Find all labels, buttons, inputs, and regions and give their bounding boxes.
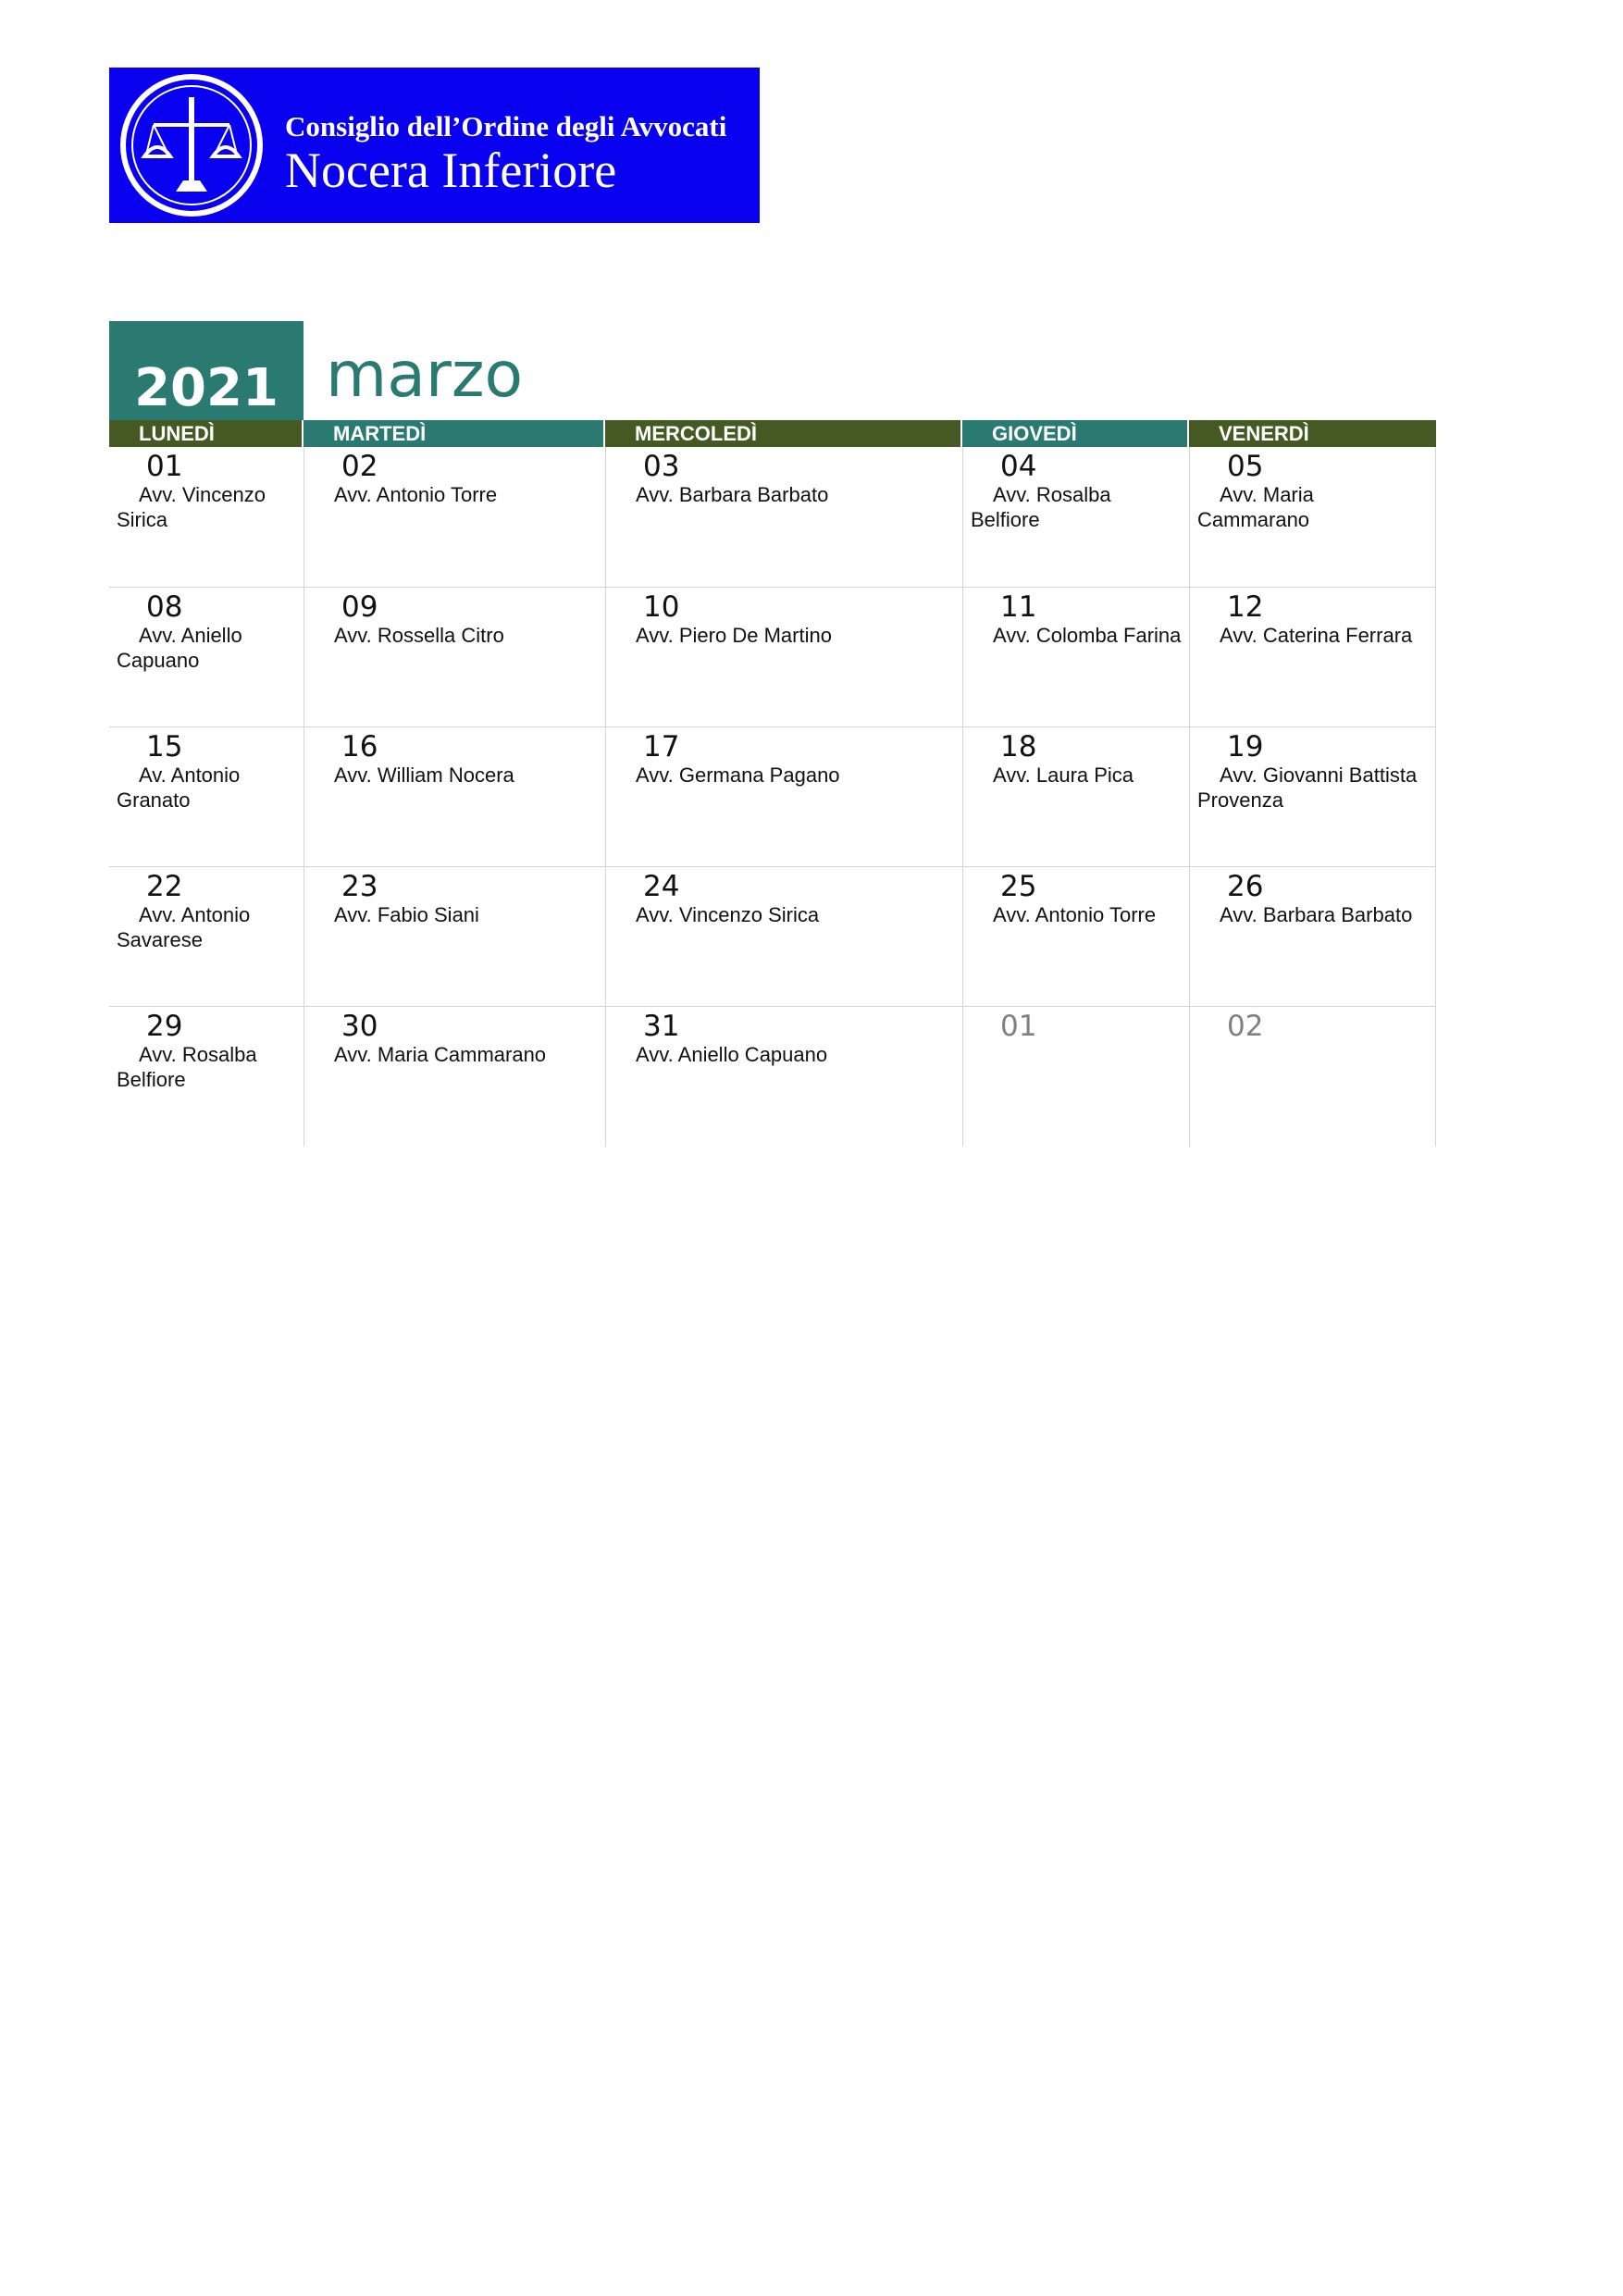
day-cell — [1189, 588, 1436, 727]
day-number: 29 — [146, 1010, 183, 1043]
day-number: 31 — [643, 1010, 680, 1043]
day-assignee: Avv. Piero De Martino — [636, 624, 832, 647]
day-number: 15 — [146, 730, 183, 763]
day-cell — [605, 588, 960, 727]
day-number: 01 — [1000, 1010, 1037, 1043]
calendar-week — [109, 866, 1436, 1007]
day-number: 23 — [341, 870, 378, 903]
day-assignee: Avv. Barbara Barbato — [1220, 903, 1413, 926]
day-number: 04 — [1000, 450, 1037, 483]
day-assignee: Avv. Giovanni Battista Provenza — [1197, 763, 1418, 812]
day-number: 03 — [643, 450, 680, 483]
weekday-header: MERCOLEDÌ — [605, 420, 960, 447]
day-cell — [109, 447, 302, 587]
day-number: 11 — [1000, 590, 1037, 624]
calendar-month: marzo — [326, 339, 524, 412]
calendar-week — [109, 726, 1436, 867]
day-assignee: Avv. Rosalba Belfiore — [971, 483, 1111, 531]
day-number: 12 — [1227, 590, 1264, 624]
day-assignee: Avv. Antonio Torre — [334, 483, 498, 506]
day-cell — [304, 867, 603, 1007]
day-cell — [962, 1007, 1187, 1147]
calendar-week — [109, 447, 1436, 587]
day-number: 01 — [146, 450, 183, 483]
day-cell — [605, 727, 960, 867]
day-cell — [304, 1007, 603, 1147]
day-number: 09 — [341, 590, 378, 624]
day-number: 19 — [1227, 730, 1264, 763]
weekday-header: MARTEDÌ — [304, 420, 603, 447]
day-number: 25 — [1000, 870, 1037, 903]
day-cell — [962, 867, 1187, 1007]
day-assignee: Avv. Rosalba Belfiore — [117, 1043, 257, 1091]
day-assignee: Avv. Aniello Capuano — [117, 624, 242, 672]
calendar-week — [109, 587, 1436, 727]
day-cell — [962, 727, 1187, 867]
day-assignee: Avv. Fabio Siani — [334, 903, 479, 926]
day-cell — [1189, 867, 1436, 1007]
day-cell — [1189, 727, 1436, 867]
day-cell — [962, 447, 1187, 587]
day-assignee: Avv. Maria Cammarano — [1197, 483, 1314, 531]
day-assignee: Avv. Vincenzo Sirica — [117, 483, 266, 531]
day-assignee: Avv. Colomba Farina — [993, 624, 1182, 647]
day-assignee: Avv. Caterina Ferrara — [1220, 624, 1413, 647]
day-assignee: Avv. Antonio Savarese — [117, 903, 251, 951]
day-assignee: Avv. Antonio Torre — [993, 903, 1157, 926]
day-assignee: Avv. Laura Pica — [993, 763, 1134, 787]
day-number: 22 — [146, 870, 183, 903]
day-assignee: Av. Antonio Granato — [117, 763, 241, 812]
day-assignee: Avv. Germana Pagano — [636, 763, 840, 787]
calendar-year: 2021 — [134, 358, 279, 418]
day-cell — [605, 1007, 960, 1147]
scales-of-justice-icon — [117, 73, 266, 217]
day-number: 08 — [146, 590, 183, 624]
logo-banner — [109, 68, 760, 223]
day-cell — [109, 727, 302, 867]
logo-line2: Nocera Inferiore — [285, 143, 617, 198]
day-cell — [304, 447, 603, 587]
day-cell — [109, 588, 302, 727]
day-number: 10 — [643, 590, 680, 624]
day-assignee: Avv. Barbara Barbato — [636, 483, 829, 506]
day-number: 24 — [643, 870, 680, 903]
day-number: 16 — [341, 730, 378, 763]
day-cell — [109, 867, 302, 1007]
day-cell — [962, 588, 1187, 727]
day-assignee: Avv. Aniello Capuano — [636, 1043, 828, 1066]
day-cell — [109, 1007, 302, 1147]
logo-line1: Consiglio dell’Ordine degli Avvocati — [285, 110, 727, 143]
day-number: 05 — [1227, 450, 1264, 483]
day-number: 18 — [1000, 730, 1037, 763]
day-cell — [304, 727, 603, 867]
calendar-week — [109, 1006, 1436, 1147]
weekday-header: LUNEDÌ — [109, 420, 302, 447]
weekday-header: GIOVEDÌ — [962, 420, 1187, 447]
day-cell — [304, 588, 603, 727]
day-assignee: Avv. Vincenzo Sirica — [636, 903, 820, 926]
day-cell — [1189, 447, 1436, 587]
day-number: 26 — [1227, 870, 1264, 903]
day-cell — [605, 447, 960, 587]
weekday-header-row — [109, 420, 1436, 447]
day-cell — [1189, 1007, 1436, 1147]
day-number: 02 — [341, 450, 378, 483]
day-cell — [605, 867, 960, 1007]
day-number: 17 — [643, 730, 680, 763]
day-number: 30 — [341, 1010, 378, 1043]
day-assignee: Avv. Rossella Citro — [334, 624, 504, 647]
weekday-header: VENERDÌ — [1189, 420, 1436, 447]
day-assignee: Avv. Maria Cammarano — [334, 1043, 547, 1066]
day-assignee: Avv. William Nocera — [334, 763, 514, 787]
day-number: 02 — [1227, 1010, 1264, 1043]
